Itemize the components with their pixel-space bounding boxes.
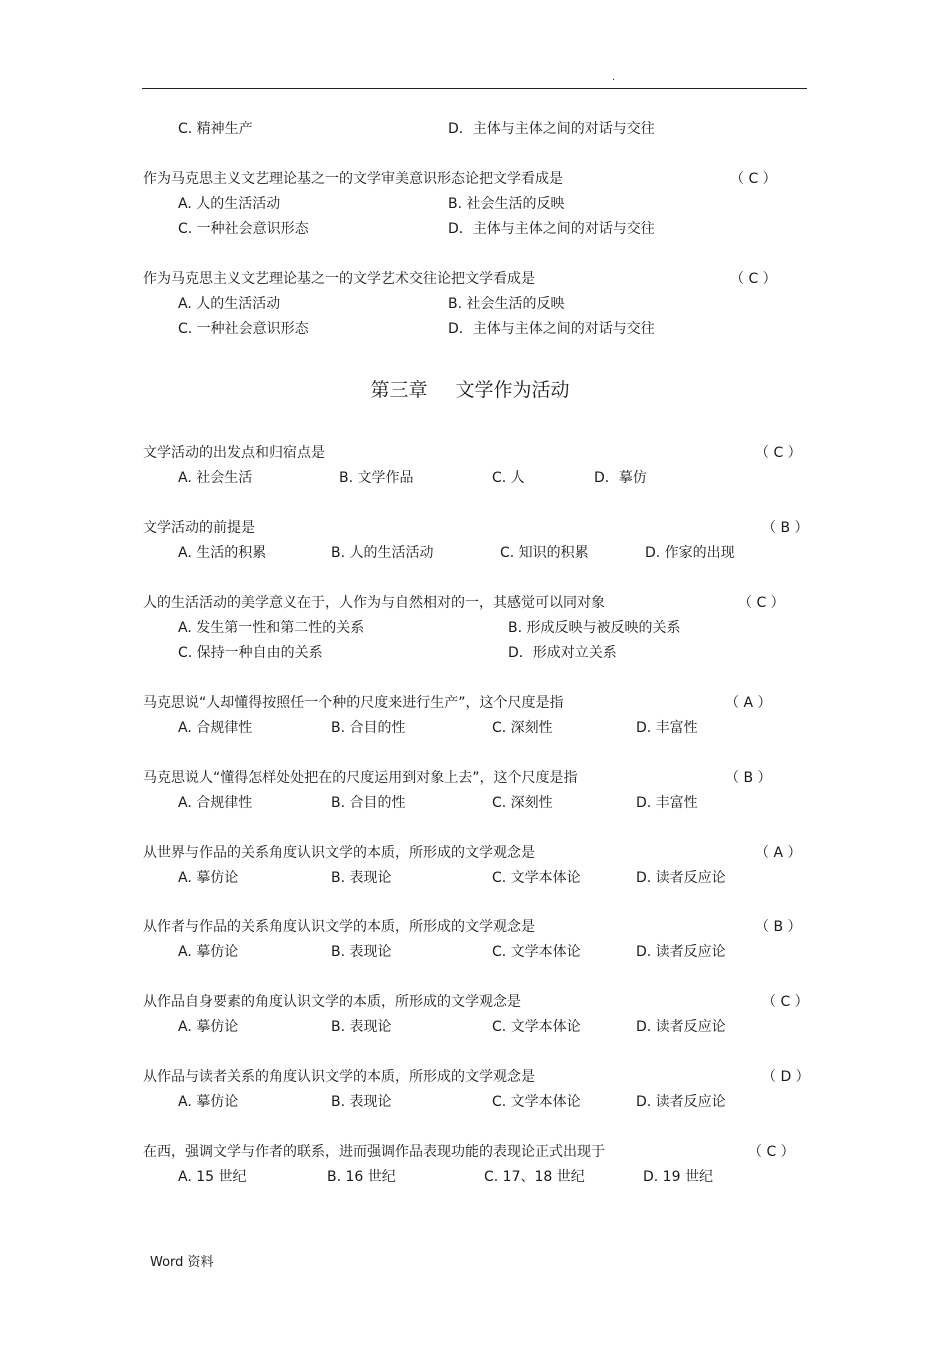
question-answer: （ C ） bbox=[762, 994, 809, 1010]
question-answer: （ C ） bbox=[730, 171, 777, 187]
option-d: D. 读者反应论 bbox=[636, 944, 726, 960]
question-answer: （ D ） bbox=[762, 1069, 810, 1085]
option-b: B. 文学作品 bbox=[339, 470, 414, 486]
option-d: D. 读者反应论 bbox=[636, 1019, 726, 1035]
option-b: B. 人的生活活动 bbox=[331, 545, 434, 561]
option-b: B. 表现论 bbox=[331, 1094, 392, 1110]
option-a: A. 合规律性 bbox=[178, 795, 253, 811]
question-stem: 作为马克思主义文艺理论基之一的文学艺术交往论把文学看成是 bbox=[143, 271, 535, 287]
option-d: D. 丰富性 bbox=[636, 720, 698, 736]
footer-label: Word 资料 bbox=[150, 1255, 214, 1270]
question-answer: （ C ） bbox=[730, 271, 777, 287]
question-answer: （ C ） bbox=[755, 445, 802, 461]
option-d: D．摹仿 bbox=[594, 470, 647, 486]
question-stem: 从作品自身要素的角度认识文学的本质，所形成的文学观念是 bbox=[143, 994, 521, 1010]
option-b: B. 形成反映与被反映的关系 bbox=[508, 620, 681, 636]
question-stem: 文学活动的前提是 bbox=[143, 520, 255, 536]
option-d: D．主体与主体之间的对话与交往 bbox=[448, 321, 655, 337]
chapter-number: 第三章 bbox=[370, 379, 428, 401]
option-b: B. 表现论 bbox=[331, 944, 392, 960]
header-rule bbox=[142, 88, 807, 89]
question-stem: 马克思说“人却懂得按照任一个种的尺度来进行生产”，这个尺度是指 bbox=[143, 695, 564, 711]
chapter-title: 文学作为活动 bbox=[455, 379, 570, 401]
question-stem: 人的生活活动的美学意义在于，人作为与自然相对的一，其感觉可以同对象 bbox=[143, 595, 605, 611]
option-c: C. 精神生产 bbox=[178, 121, 253, 137]
question-stem: 从世界与作品的关系角度认识文学的本质，所形成的文学观念是 bbox=[143, 845, 535, 861]
option-b: B. 合目的性 bbox=[331, 720, 406, 736]
option-b: B. 社会生活的反映 bbox=[448, 196, 565, 212]
option-c: C. 文学本体论 bbox=[492, 1019, 581, 1035]
option-a: A. 社会生活 bbox=[178, 470, 253, 486]
option-c: C. 文学本体论 bbox=[492, 870, 581, 886]
option-a: A. 摹仿论 bbox=[178, 1019, 239, 1035]
option-c: C. 一种社会意识形态 bbox=[178, 321, 309, 337]
option-d: D．形成对立关系 bbox=[508, 645, 617, 661]
option-a: A. 生活的积累 bbox=[178, 545, 267, 561]
option-a: A. 人的生活活动 bbox=[178, 296, 281, 312]
option-a: A. 人的生活活动 bbox=[178, 196, 281, 212]
question-stem: 马克思说人“懂得怎样处处把在的尺度运用到对象上去”，这个尺度是指 bbox=[143, 770, 578, 786]
question-answer: （ A ） bbox=[725, 695, 772, 711]
option-c: C. 17、18 世纪 bbox=[484, 1169, 585, 1185]
option-d: D. 作家的出现 bbox=[645, 545, 735, 561]
option-d: D．主体与主体之间的对话与交往 bbox=[448, 221, 655, 237]
option-b: B. 16 世纪 bbox=[327, 1169, 396, 1185]
option-a: A. 摹仿论 bbox=[178, 944, 239, 960]
chapter-heading bbox=[0, 378, 940, 402]
option-d: D. 丰富性 bbox=[636, 795, 698, 811]
option-b: B. 社会生活的反映 bbox=[448, 296, 565, 312]
option-a: A. 发生第一性和第二性的关系 bbox=[178, 620, 365, 636]
question-answer: （ C ） bbox=[748, 1144, 795, 1160]
question-stem: 作为马克思主义文艺理论基之一的文学审美意识形态论把文学看成是 bbox=[143, 171, 563, 187]
option-c: C. 深刻性 bbox=[492, 795, 553, 811]
option-a: A. 合规律性 bbox=[178, 720, 253, 736]
option-c: C. 深刻性 bbox=[492, 720, 553, 736]
question-answer: （ C ） bbox=[738, 595, 785, 611]
option-b: B. 合目的性 bbox=[331, 795, 406, 811]
question-stem: 从作者与作品的关系角度认识文学的本质，所形成的文学观念是 bbox=[143, 919, 535, 935]
option-c: C. 文学本体论 bbox=[492, 944, 581, 960]
header-mark: . bbox=[612, 72, 616, 83]
option-b: B. 表现论 bbox=[331, 870, 392, 886]
option-c: C. 保持一种自由的关系 bbox=[178, 645, 323, 661]
option-c: C. 一种社会意识形态 bbox=[178, 221, 309, 237]
question-answer: （ B ） bbox=[725, 770, 772, 786]
option-d: D. 读者反应论 bbox=[636, 870, 726, 886]
option-c: C. 人 bbox=[492, 470, 525, 486]
question-stem: 文学活动的出发点和归宿点是 bbox=[143, 445, 325, 461]
question-stem: 在西，强调文学与作者的联系，进而强调作品表现功能的表现论正式出现于 bbox=[143, 1144, 605, 1160]
option-b: B. 表现论 bbox=[331, 1019, 392, 1035]
question-answer: （ B ） bbox=[762, 520, 809, 536]
option-c: C. 文学本体论 bbox=[492, 1094, 581, 1110]
option-a: A. 摹仿论 bbox=[178, 1094, 239, 1110]
option-d: D. 读者反应论 bbox=[636, 1094, 726, 1110]
option-c: C. 知识的积累 bbox=[500, 545, 589, 561]
option-a: A. 摹仿论 bbox=[178, 870, 239, 886]
question-answer: （ B ） bbox=[755, 919, 802, 935]
option-d: D. 19 世纪 bbox=[643, 1169, 713, 1185]
option-d: D．主体与主体之间的对话与交往 bbox=[448, 121, 655, 137]
question-stem: 从作品与读者关系的角度认识文学的本质，所形成的文学观念是 bbox=[143, 1069, 535, 1085]
option-a: A. 15 世纪 bbox=[178, 1169, 247, 1185]
question-answer: （ A ） bbox=[755, 845, 802, 861]
